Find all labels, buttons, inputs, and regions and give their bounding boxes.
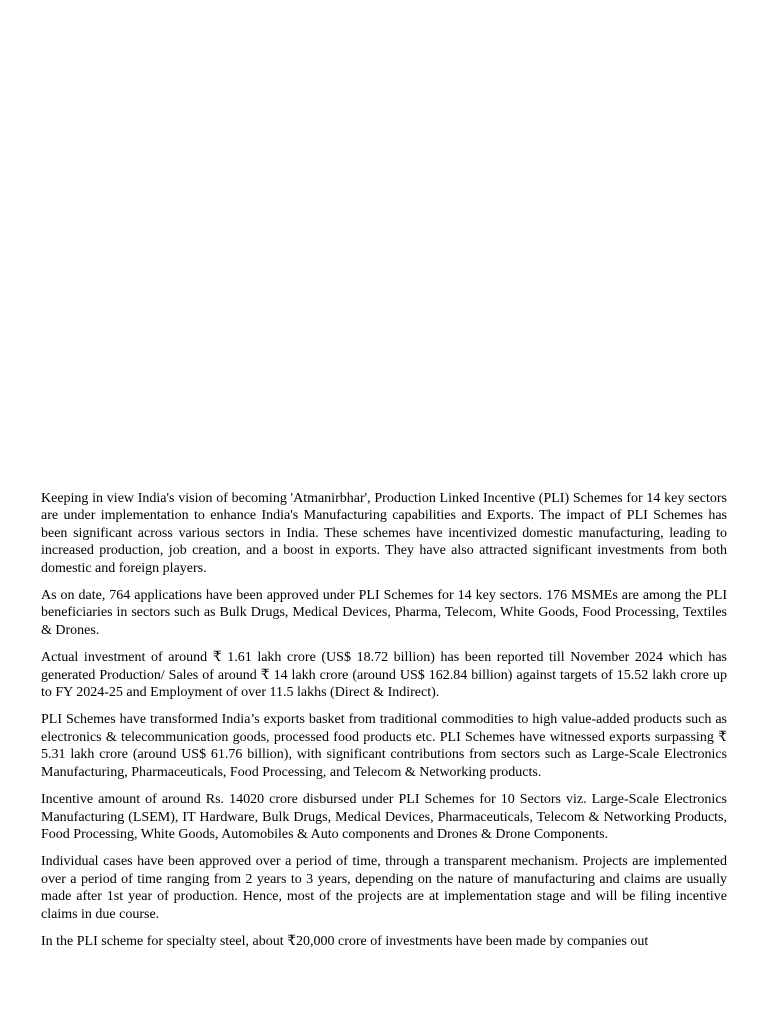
paragraph-approval-mechanism: Individual cases have been approved over a period of time, through a transparent mechanism. Projects are implemented over a period of time ranging from 2 years to 3 years, depending on the nature of manufacturing and claims are usually made after 1st year of production. Hence, most of the projects are at implementation stage and will be filing incentive claims in due course. bbox=[41, 854, 727, 922]
paragraph-applications-approved: As on date, 764 applications have been approved under PLI Schemes for 14 key sectors. 176 MSMEs are among the PLI beneficiaries in sectors such as Bulk Drugs, Medical Devices, Pharma, Telecom, White Goods, Food Processing, Textiles & Drones. bbox=[41, 588, 727, 638]
paragraph-investment-production: Actual investment of around ₹ 1.61 lakh crore (US$ 18.72 billion) has been reported till November 2024 which has generated Production/ Sales of around ₹ 14 lakh crore (around US$ 162.84 billion) against targets of 15.52 lakh crore up to FY 2024-25 and Employment of over 11.5 lakhs (Direct & Indirect). bbox=[41, 650, 727, 701]
paragraph-incentive-disbursed: Incentive amount of around Rs. 14020 crore disbursed under PLI Schemes for 10 Sectors viz. Large-Scale Electronics Manufacturing (LSEM), IT Hardware, Bulk Drugs, Medical Devices, Pharmaceuticals, Telecom & Networking Products, Food Processing, White Goods, Automobiles & Auto components and Drones & Drone Components. bbox=[41, 792, 727, 842]
document-body bbox=[41, 490, 727, 951]
paragraph-exports: PLI Schemes have transformed India’s exports basket from traditional commodities to high value-added products such as electronics & telecommunication goods, processed food products etc. PLI Schemes have witnessed exports surpassing ₹ 5.31 lakh crore (around US$ 61.76 billion), with significant contributions from sectors such as Large-Scale Electronics Manufacturing, Pharmaceuticals, Food Processing, and Telecom & Networking products. bbox=[41, 712, 727, 780]
paragraph-pli-overview: Keeping in view India's vision of becoming 'Atmanirbhar', Production Linked Incentive (PLI) Schemes for 14 key sectors are under implementation to enhance India's Manufacturing capabilities and Exports. The impact of PLI Schemes has been significant across various sectors in India. These schemes have incentivized domestic manufacturing, leading to increased production, job creation, and a boost in exports. They have also attracted significant investments from both domestic and foreign players. bbox=[41, 491, 727, 576]
paragraph-specialty-steel: In the PLI scheme for specialty steel, about ₹20,000 crore of investments have been made by companies out bbox=[41, 933, 649, 949]
